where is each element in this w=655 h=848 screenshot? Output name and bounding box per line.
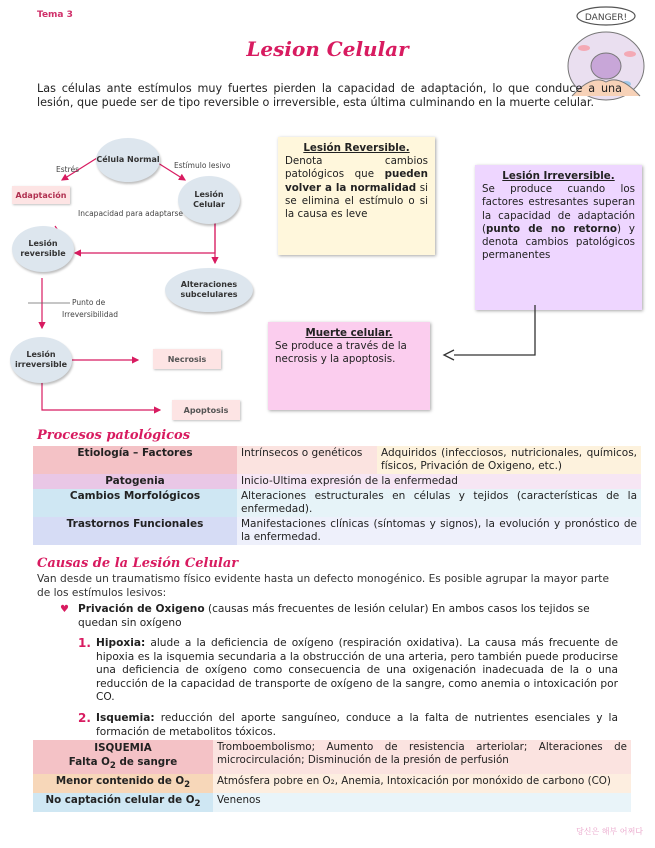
label-incapacidad: Incapacidad para adaptarse [78, 209, 184, 218]
proc-etiologia-label: Etiología – Factores [33, 446, 237, 474]
footer-watermark: 당신은 해부 어쩌다 [576, 827, 643, 836]
node-lesion-celular: Lesión Celular [178, 176, 240, 224]
isquemia-table [33, 740, 631, 812]
isq-falta-end: de sangre [115, 756, 178, 768]
section-causas-title: Causas de la Lesión Celular [37, 556, 239, 571]
node-celula-normal: Célula Normal [96, 138, 160, 182]
isq-row2-label [33, 774, 213, 793]
proc-cambios-value: Alteraciones estructurales en células y tejidos (características de la enfermedad). [237, 489, 641, 517]
isq-row3-value: Venenos [213, 793, 631, 812]
isq-nocaptacion-label: No captación celular de O [45, 794, 195, 807]
note-reversible-text-end: si se elimina el estímulo o si la causa es leve [285, 181, 428, 221]
note-irreversible-text: Se produce cuando los factores estresantes superan la capacidad de adaptación ( [482, 183, 635, 235]
label-estimulo-lesivo: Estímulo lesivo [174, 161, 231, 170]
proc-patogenia-label: Patogenia [33, 474, 237, 489]
proc-etiologia-adquiridos: Adquiridos (infecciosos, nutricionales, químicos, físicos, Privación de Oxigeno, etc.) [377, 446, 641, 474]
isq-falta-sub: 2 [109, 761, 116, 772]
note-muerte-celular [268, 322, 430, 410]
isq-row3-label [33, 793, 213, 812]
proc-patogenia-value: Inicio-Ultima expresión de la enfermedad [237, 474, 641, 489]
proc-cambios-label: Cambios Morfológicos [33, 489, 237, 517]
note-muerte-title: Muerte celular. [305, 327, 393, 339]
item-hipoxia [96, 637, 618, 705]
node-necrosis: Necrosis [153, 349, 221, 369]
isquemia-text: reducción del aporte sanguíneo, conduce a la falta de nutrientes esenciales y la formación de metabolitos tóxicos. [96, 712, 618, 738]
tema-label: Tema 3 [37, 10, 73, 20]
note-irreversible-bold: punto de no retorno [486, 222, 617, 235]
node-lesion-reversible: Lesión reversible [12, 226, 74, 272]
proc-trastornos-label: Trastornos Funcionales [33, 517, 237, 545]
note-irreversible-title: Lesión Irreversible. [502, 170, 615, 182]
isq-nocaptacion-sub: 2 [194, 799, 201, 810]
label-irreversibilidad: Irreversibilidad [62, 310, 118, 319]
note-muerte-body: Se produce a través de la necrosis y la apoptosis. [275, 340, 407, 366]
privacion-bold: Privación de Oxigeno [78, 603, 205, 615]
isq-menor-sub: 2 [184, 780, 191, 791]
node-apoptosis: Apoptosis [172, 400, 240, 420]
isq-falta-label: Falta O [68, 756, 110, 768]
number-2: 2. [78, 711, 91, 725]
node-alteraciones-subcelulares: Alteraciones subcelulares [165, 268, 253, 312]
item-isquemia [96, 712, 618, 739]
arrow-to-muerte [440, 305, 540, 365]
note-irreversible-text-end: ) y denota cambios patológicos permanentes [482, 222, 635, 262]
privacion-text: (causas más frecuentes de lesión celular) En ambos casos los tejidos se quedan sin oxígeno [78, 603, 590, 629]
heart-bullet-icon: ♥ [60, 604, 69, 615]
page-title: Lesion Celular [246, 37, 409, 61]
label-estres: Estrés [56, 165, 80, 174]
note-lesion-irreversible [475, 165, 642, 310]
section-procesos-title: Procesos patológicos [37, 428, 191, 443]
isq-isquemia-label: ISQUEMIA [94, 742, 152, 754]
causas-intro: Van desde un traumatismo físico evidente hasta un defecto monogénico. Es posible agrupar la mayor parte de los estímulos lesivos: [37, 573, 609, 599]
note-reversible-bold: pueden volver a la normalidad [285, 168, 428, 194]
label-punto-de: Punto de [72, 298, 106, 307]
node-lesion-irreversible: Lesión irreversible [10, 337, 72, 383]
note-lesion-reversible [278, 137, 435, 255]
proc-trastornos-value: Manifestaciones clínicas (síntomas y signos), la evolución y pronóstico de la enfermedad. [237, 517, 641, 545]
note-reversible-title: Lesión Reversible. [303, 142, 410, 154]
isq-row2-value: Atmósfera pobre en O₂, Anemia, Intoxicación por monóxido de carbono (CO) [213, 774, 631, 793]
isq-row1-label [33, 740, 213, 774]
isquemia-bold: Isquemia: [96, 712, 155, 724]
isq-row1-value: Tromboembolismo; Aumento de resistencia arteriolar; Alteraciones de microcirculación; Disminución de la presión de perfusión [213, 740, 631, 774]
intro-paragraph: Las células ante estímulos muy fuertes pierden la capacidad de adaptación, lo que conduce a una lesión, que puede ser de tipo reversible o irreversible, esta última culminando en la muerte celular. [37, 82, 622, 109]
isq-menor-label: Menor contenido de O [55, 775, 185, 788]
hipoxia-text: alude a la deficiencia de oxígeno (respiración oxidativa). La causa más frecuente de hipoxia es la isquemia secundaria a la obstrucción de una arteria, pero también puede producirse una deficiencia de oxígeno como consecuencia de una oxigenación inadecuada de la o una reducción de la capacidad de transporte de oxígeno de la sangre, como anemia o intoxicación por CO. [96, 637, 618, 703]
proc-etiologia-intrinsecos: Intrínsecos o genéticos [237, 446, 377, 474]
procesos-table [33, 446, 641, 545]
hipoxia-bold: Hipoxia: [96, 637, 146, 649]
bullet-privacion [78, 603, 618, 630]
number-1: 1. [78, 636, 91, 650]
note-reversible-text: Denota cambios patológicos que [285, 155, 428, 181]
node-adaptacion: Adaptación [12, 186, 70, 204]
danger-text: DANGER! [584, 13, 628, 23]
